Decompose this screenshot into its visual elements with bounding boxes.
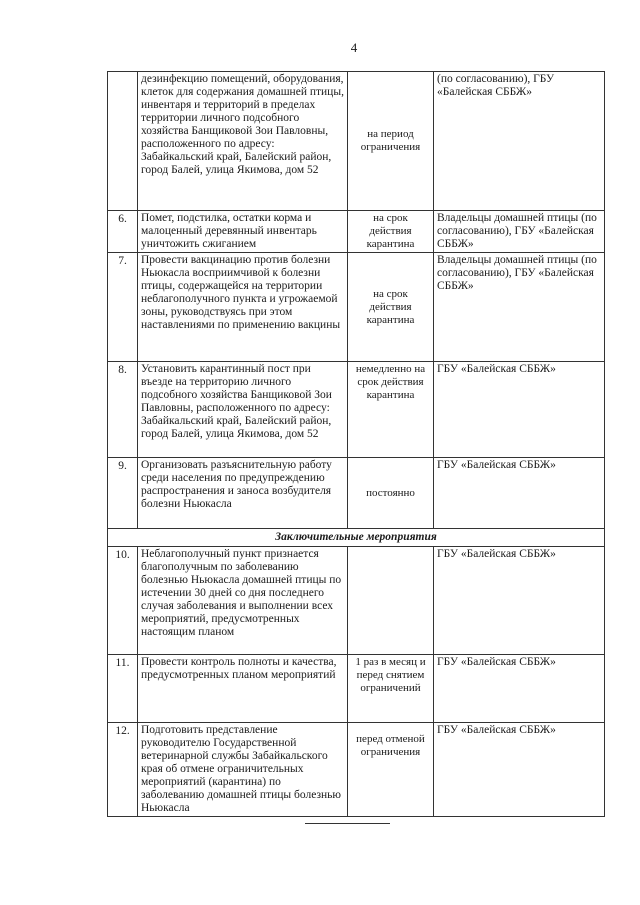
term-cell: на период ограничения bbox=[348, 72, 434, 211]
row-number: 7. bbox=[108, 253, 138, 362]
page-number: 4 bbox=[350, 40, 358, 55]
table-row bbox=[108, 655, 605, 723]
row-number: 6. bbox=[108, 211, 138, 253]
responsible-cell: (по согласованию), ГБУ «Балейская СББЖ» bbox=[434, 72, 605, 211]
table-row bbox=[108, 72, 605, 211]
action-cell: Подготовить представление руководителю Государственной ветеринарной службы Забайкальского края об отмене ограничительных мероприятий (карантина) по заболеванию домашней птицы болезнью Ньюкасла bbox=[138, 723, 348, 817]
action-cell: Помет, подстилка, остатки корма и малоценный деревянный инвентарь уничтожить сжиганием bbox=[138, 211, 348, 253]
row-number: 9. bbox=[108, 458, 138, 529]
term-cell: на срок действия карантина bbox=[348, 211, 434, 253]
action-cell: Провести вакцинацию против болезни Ньюкасла восприимчивой к болезни птицы, содержащейся на территории неблагополучного пункта и угрожаемой зоны, руководствуясь при этом наставлениями по применению вакцины bbox=[138, 253, 348, 362]
row-number: 11. bbox=[108, 655, 138, 723]
row-number: 8. bbox=[108, 362, 138, 458]
term-cell bbox=[348, 547, 434, 655]
responsible-cell: ГБУ «Балейская СББЖ» bbox=[434, 458, 605, 529]
term-cell: немедленно на срок действия карантина bbox=[348, 362, 434, 458]
table-row bbox=[108, 547, 605, 655]
action-cell: Неблагополучный пункт признается благополучным по заболеванию болезнью Ньюкасла домашней птицы по истечении 30 дней со дня последнего случая заболевания и выполнении всех мероприятий, предусмотренных настоящим планом bbox=[138, 547, 348, 655]
term-cell: на срок действия карантина bbox=[348, 253, 434, 362]
term-cell: постоянно bbox=[348, 458, 434, 529]
responsible-cell: ГБУ «Балейская СББЖ» bbox=[434, 362, 605, 458]
action-cell: Организовать разъяснительную работу среди населения по предупреждению распространения и заноса возбудителя болезни Ньюкасла bbox=[138, 458, 348, 529]
responsible-cell: ГБУ «Балейская СББЖ» bbox=[434, 723, 605, 817]
action-cell: Установить карантинный пост при въезде на территорию личного подсобного хозяйства Банщиковой Зои Павловны, расположенного по адресу: Забайкальский край, Балейский район, город Балей, улица Якимова, дом 52 bbox=[138, 362, 348, 458]
responsible-cell: Владельцы домашней птицы (по согласованию), ГБУ «Балейская СББЖ» bbox=[434, 253, 605, 362]
measures-table bbox=[107, 71, 605, 817]
responsible-cell: ГБУ «Балейская СББЖ» bbox=[434, 547, 605, 655]
action-cell: Провести контроль полноты и качества, предусмотренных планом мероприятий bbox=[138, 655, 348, 723]
row-number: 12. bbox=[108, 723, 138, 817]
section-row bbox=[108, 529, 605, 547]
responsible-cell: ГБУ «Балейская СББЖ» bbox=[434, 655, 605, 723]
table-row bbox=[108, 362, 605, 458]
table-row bbox=[108, 253, 605, 362]
section-title: Заключительные мероприятия bbox=[108, 529, 605, 547]
term-cell: 1 раз в месяц и перед снятием ограничений bbox=[348, 655, 434, 723]
row-number: 10. bbox=[108, 547, 138, 655]
table-row bbox=[108, 211, 605, 253]
row-number bbox=[108, 72, 138, 211]
term-cell: перед отменой ограничения bbox=[348, 723, 434, 817]
responsible-cell: Владельцы домашней птицы (по согласованию), ГБУ «Балейская СББЖ» bbox=[434, 211, 605, 253]
table-row bbox=[108, 723, 605, 817]
table-row bbox=[108, 458, 605, 529]
action-cell: дезинфекцию помещений, оборудования, клеток для содержания домашней птицы, инвентаря и территорий в пределах территории личного подсобного хозяйства Банщиковой Зои Павловны, расположенного по адресу: Забайкальский край, Балейский район, город Балей, улица Якимова, дом 52 bbox=[138, 72, 348, 211]
end-divider bbox=[305, 823, 390, 824]
